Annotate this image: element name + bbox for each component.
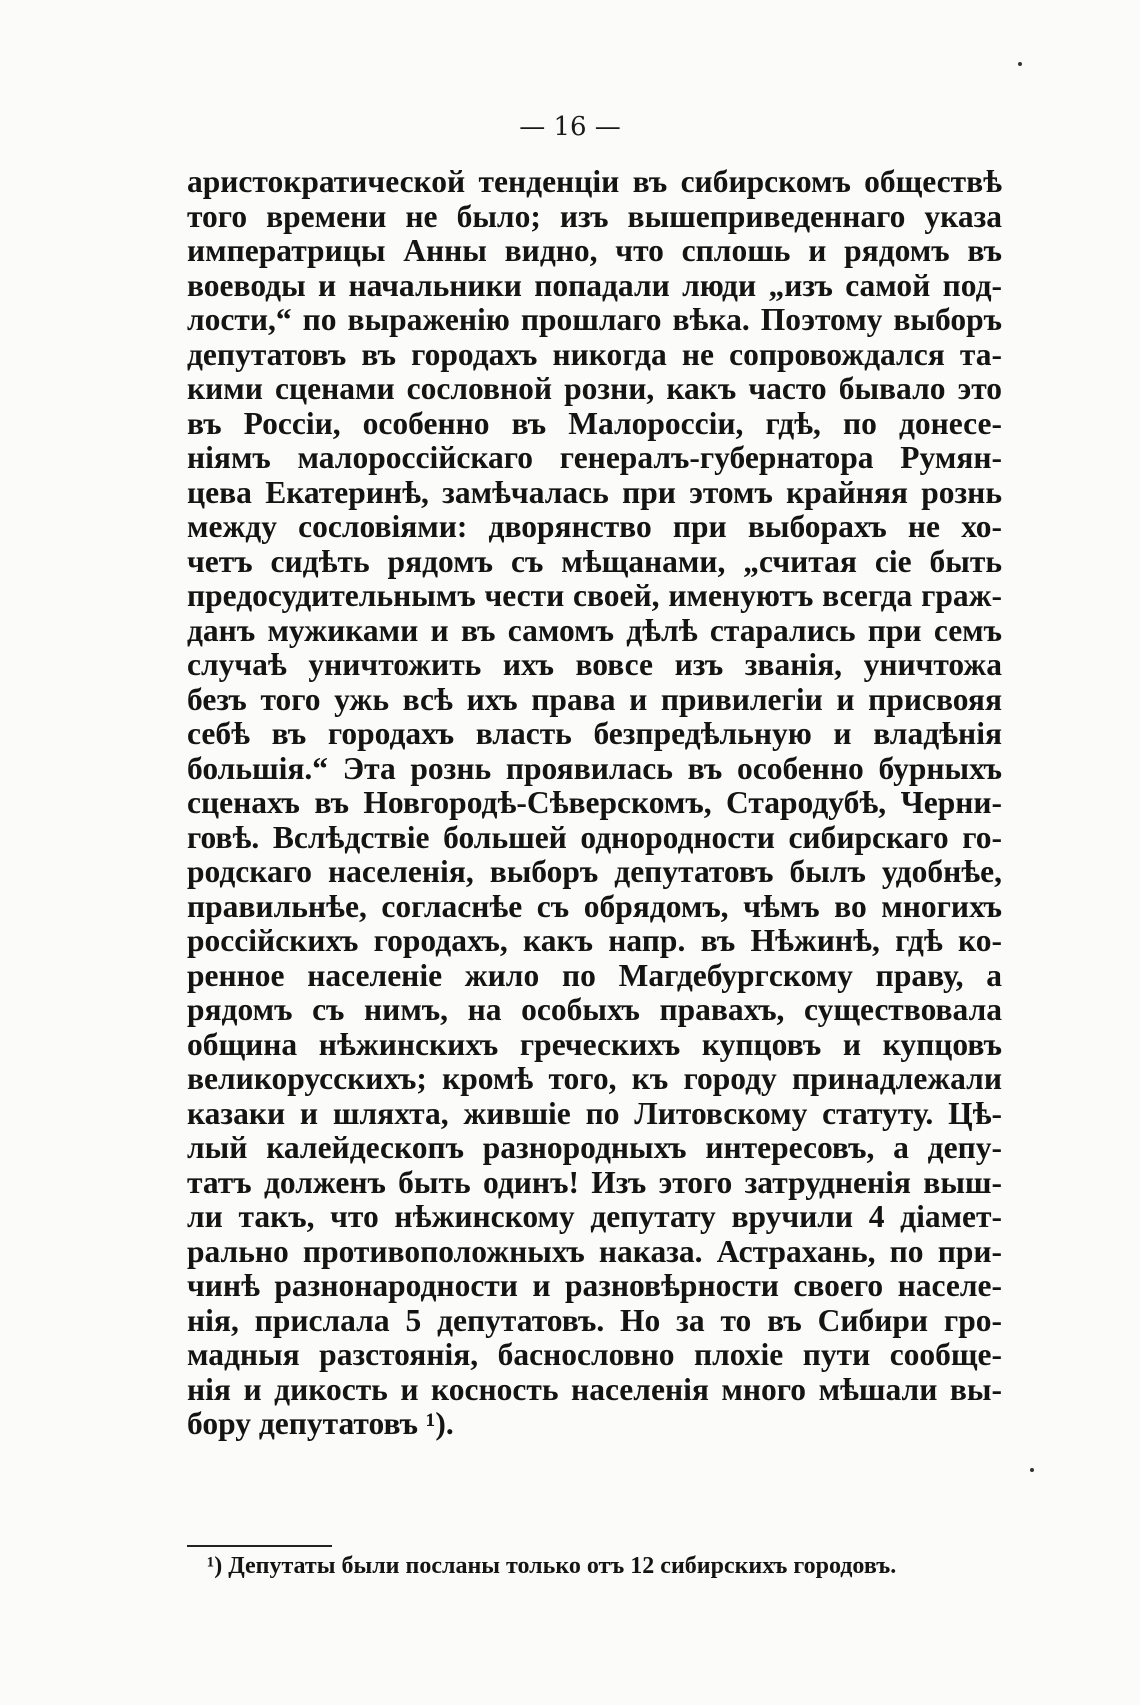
text-line: случаѣ уничтожить ихъ вовсе изъ званія, уничтожа — [187, 647, 1002, 682]
text-line: цева Екатеринѣ, замѣчалась при этомъ крайняя рознь — [187, 474, 1002, 510]
text-line: большія.“ Эта рознь проявилась въ особенно бурныхъ — [187, 750, 1002, 786]
text-line: чинѣ разнонародности и разновѣрности своего населе- — [187, 1268, 1002, 1303]
text-line: ли такъ, что нѣжинскому депутату вручили 4 діамет- — [187, 1199, 1002, 1234]
text-line: императрицы Анны видно, что сплошь и рядомъ въ — [187, 233, 1002, 268]
text-line: татъ долженъ быть одинъ! Изъ этого затрудненія выш- — [187, 1164, 1002, 1200]
text-line: сценахъ въ Новгородѣ-Сѣверскомъ, Стародубѣ, Черни- — [187, 785, 1002, 820]
text-line: говѣ. Вслѣдствіе большей однородности сибирскаго го- — [187, 819, 1002, 855]
text-line: лый калейдескопъ разнородныхъ интересовъ, а депу- — [187, 1130, 1002, 1165]
text-line: рядомъ съ нимъ, на особыхъ правахъ, существовала — [187, 992, 1002, 1027]
text-line: предосудительнымъ чести своей, именуютъ всегда граж- — [187, 578, 1002, 613]
text-line: между сословіями: дворянство при выборахъ не хо- — [187, 509, 1002, 544]
text-line: ренное населеніе жило по Магдебургскому праву, а — [187, 957, 1002, 993]
text-line: четъ сидѣть рядомъ съ мѣщанами, „считая сіе быть — [187, 543, 1002, 579]
text-line: мадныя разстоянія, баснословно плохіе пути сообще- — [187, 1337, 1002, 1372]
text-line: казаки и шляхта, жившіе по Литовскому статуту. Цѣ- — [187, 1095, 1002, 1131]
footnote-divider — [187, 1545, 332, 1547]
text-line: себѣ въ городахъ власть безпредѣльную и владѣнія — [187, 716, 1002, 751]
text-line: лости,“ по выраженію прошлаго вѣка. Поэтому выборъ — [187, 302, 1002, 337]
page-number: — 16 — — [519, 112, 621, 142]
text-line: того времени не было; изъ вышеприведеннаго указа — [187, 198, 1002, 234]
text-line: великорусскихъ; кромѣ того, къ городу принадлежали — [187, 1061, 1002, 1096]
body-text — [187, 165, 1002, 1442]
text-line: депутатовъ въ городахъ никогда не сопровождался та- — [187, 336, 1002, 372]
text-line: нія и дикость и косность населенія много мѣшали вы- — [187, 1371, 1002, 1407]
text-line: кими сценами сословной розни, какъ часто бывало это — [187, 371, 1002, 406]
text-line: ніямъ малороссійскаго генералъ-губернатора Румян- — [187, 440, 1002, 475]
text-line: данъ мужиками и въ самомъ дѣлѣ старались при семъ — [187, 612, 1002, 648]
text-line: воеводы и начальники попадали люди „изъ самой под- — [187, 267, 1002, 303]
text-line: въ Россіи, особенно въ Малороссіи, гдѣ, по донесе- — [187, 405, 1002, 441]
text-line: безъ того ужь всѣ ихъ права и привилегіи и присвояя — [187, 681, 1002, 717]
text-line: рально противоположныхъ наказа. Астрахань, по при- — [187, 1233, 1002, 1269]
text-line: россійскихъ городахъ, какъ напр. въ Нѣжинѣ, гдѣ ко- — [187, 923, 1002, 958]
text-line: аристократической тенденціи въ сибирскомъ обществѣ — [187, 164, 1002, 199]
footnote: ¹) Депутаты были посланы только отъ 12 сибирскихъ городовъ. — [207, 1553, 897, 1579]
text-line: родскаго населенія, выборъ депутатовъ былъ удобнѣе, — [187, 854, 1002, 889]
text-line: нія, прислала 5 депутатовъ. Но за то въ Сибири гро- — [187, 1302, 1002, 1338]
text-line: бору депутатовъ ¹). — [187, 1406, 454, 1441]
margin-speck — [1030, 1468, 1034, 1472]
text-line: община нѣжинскихъ греческихъ купцовъ и купцовъ — [187, 1026, 1002, 1062]
margin-speck — [1018, 62, 1022, 66]
text-line: правильнѣе, согласнѣе съ обрядомъ, чѣмъ во многихъ — [187, 888, 1002, 924]
